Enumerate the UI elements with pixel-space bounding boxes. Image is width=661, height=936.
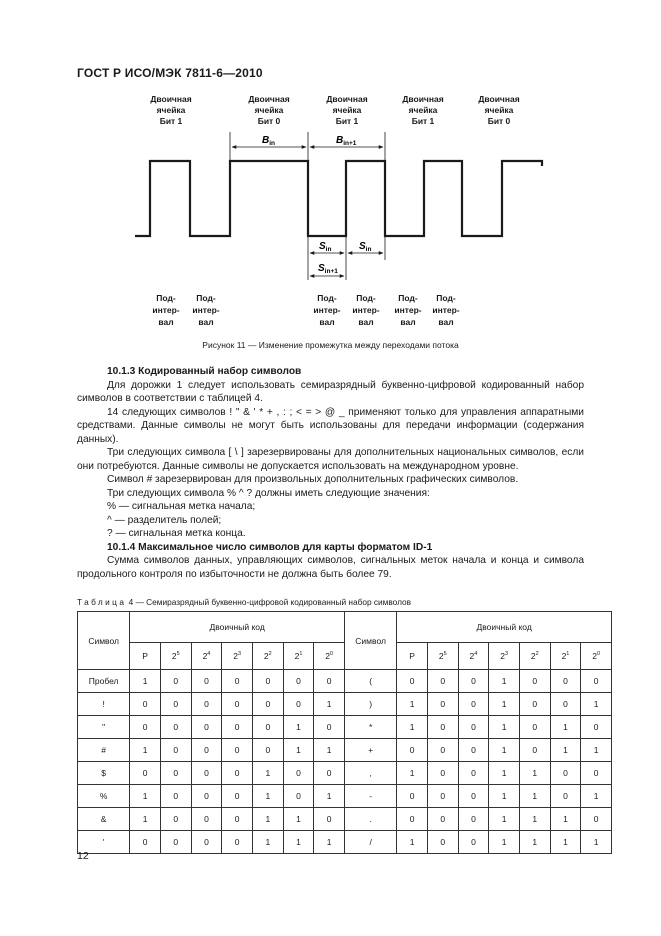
interval-label: Под- интер- вал <box>152 293 180 327</box>
bit-header: $2^5$ <box>160 643 191 670</box>
code-cell: 1 <box>283 739 314 762</box>
code-cell: 0 <box>252 693 283 716</box>
code-cell: 1 <box>489 716 520 739</box>
table-row <box>78 831 612 854</box>
code-cell: 0 <box>191 670 222 693</box>
code-cell: 0 <box>427 831 458 854</box>
code-cell: 0 <box>397 739 428 762</box>
b-in1-label: $B_{in+1}$ <box>336 135 357 147</box>
code-cell: 0 <box>550 785 581 808</box>
waveform <box>135 161 542 236</box>
code-cell: 0 <box>458 831 489 854</box>
paragraph: % — сигнальная метка начала; <box>107 501 256 512</box>
col-symbol-header: Символ <box>344 612 396 670</box>
cell-label: Двоичная ячейка Бит 0 <box>478 94 520 126</box>
table-row <box>78 739 612 762</box>
paragraph: Символ # зарезервирован для произвольных дополнительных графических символов. <box>107 474 519 485</box>
paragraph: ? — сигнальная метка конца. <box>107 528 246 539</box>
paragraph: Для дорожки 1 следует использовать семиразрядный буквенно-цифровой кодированный набор символов в соответствии с таблицей 4. <box>77 379 584 404</box>
bit-header: $2^2$ <box>519 643 550 670</box>
code-cell: 0 <box>222 831 253 854</box>
code-cell: 0 <box>519 716 550 739</box>
interval-label: Под- интер- вал <box>313 293 341 327</box>
table-row <box>78 693 612 716</box>
code-cell: 0 <box>427 716 458 739</box>
code-cell: 0 <box>252 670 283 693</box>
code-cell: 1 <box>252 762 283 785</box>
code-cell: 0 <box>191 739 222 762</box>
code-cell: 1 <box>489 831 520 854</box>
code-cell: 0 <box>160 693 191 716</box>
cell-label: Двоичная ячейка Бит 1 <box>402 94 444 126</box>
s-in1-label: $S_{in+1}$ <box>318 263 338 275</box>
code-cell: 0 <box>458 693 489 716</box>
code-cell: 0 <box>397 670 428 693</box>
code-cell: 0 <box>397 808 428 831</box>
symbol-cell: - <box>344 785 396 808</box>
bit-header: $2^4$ <box>191 643 222 670</box>
code-cell: 0 <box>519 739 550 762</box>
code-cell: 0 <box>427 693 458 716</box>
code-cell: 0 <box>222 808 253 831</box>
code-cell: 0 <box>427 670 458 693</box>
code-cell: 0 <box>222 739 253 762</box>
code-cell: 1 <box>489 785 520 808</box>
col-code-header: Двоичный код <box>397 612 612 643</box>
s-in-label-1: $S_{in}$ <box>319 241 332 253</box>
table-row <box>78 670 612 693</box>
code-cell: 1 <box>130 808 161 831</box>
symbol-cell: $ <box>78 762 130 785</box>
code-cell: 1 <box>519 785 550 808</box>
code-cell: 0 <box>427 739 458 762</box>
code-cell: 1 <box>397 831 428 854</box>
code-cell: 1 <box>581 831 612 854</box>
symbol-cell: ) <box>344 693 396 716</box>
code-cell: 0 <box>458 808 489 831</box>
code-cell: 1 <box>252 831 283 854</box>
code-cell: 0 <box>581 808 612 831</box>
code-cell: 0 <box>191 785 222 808</box>
symbol-cell: * <box>344 716 396 739</box>
symbol-cell: Пробел <box>78 670 130 693</box>
code-cell: 0 <box>191 716 222 739</box>
code-cell: 0 <box>519 670 550 693</box>
code-cell: 0 <box>160 739 191 762</box>
code-cell: 1 <box>581 739 612 762</box>
code-cell: 1 <box>489 762 520 785</box>
code-cell: 0 <box>550 762 581 785</box>
code-cell: 0 <box>427 808 458 831</box>
cell-label: Двоичная ячейка Бит 1 <box>150 94 192 126</box>
code-cell: 0 <box>130 716 161 739</box>
code-cell: 0 <box>397 785 428 808</box>
code-cell: 1 <box>489 808 520 831</box>
table-row <box>78 785 612 808</box>
bit-header: $2^4$ <box>458 643 489 670</box>
code-cell: 0 <box>314 670 345 693</box>
symbol-cell: % <box>78 785 130 808</box>
code-cell: 0 <box>252 716 283 739</box>
code-cell: 0 <box>130 693 161 716</box>
code-cell: 0 <box>222 762 253 785</box>
symbol-cell: ' <box>78 831 130 854</box>
symbol-cell: " <box>78 716 130 739</box>
code-cell: 0 <box>283 670 314 693</box>
code-cell: 0 <box>252 739 283 762</box>
code-cell: 0 <box>550 670 581 693</box>
bit-header: $2^1$ <box>283 643 314 670</box>
code-cell: 0 <box>314 762 345 785</box>
paragraph: Три следующих символа % ^ ? должны иметь следующие значения: <box>107 487 430 499</box>
b-in-label: $B_{in}$ <box>262 135 276 147</box>
code-cell: 0 <box>191 762 222 785</box>
code-cell: 1 <box>581 693 612 716</box>
code-cell: 0 <box>458 670 489 693</box>
code-cell: 1 <box>397 762 428 785</box>
symbol-cell: ! <box>78 693 130 716</box>
code-cell: 1 <box>130 739 161 762</box>
code-cell: 1 <box>489 670 520 693</box>
character-set-table <box>77 611 612 854</box>
flux-transition-diagram <box>0 0 661 340</box>
code-cell: 1 <box>397 716 428 739</box>
bit-header: $2^0$ <box>314 643 345 670</box>
page-number: 12 <box>77 850 89 862</box>
code-cell: 0 <box>550 693 581 716</box>
cell-label: Двоичная ячейка Бит 0 <box>248 94 290 126</box>
code-cell: 0 <box>191 808 222 831</box>
code-cell: 1 <box>550 808 581 831</box>
bit-header: $2^2$ <box>252 643 283 670</box>
code-cell: 1 <box>283 831 314 854</box>
interval-label: Под- интер- вал <box>432 293 460 327</box>
code-cell: 1 <box>550 716 581 739</box>
code-cell: 0 <box>160 762 191 785</box>
code-cell: 1 <box>397 693 428 716</box>
section-heading-10-1-3: 10.1.3 Кодированный набор символов <box>107 366 302 377</box>
code-cell: 1 <box>252 785 283 808</box>
table-caption: Таблица 4 — Семиразрядный буквенно-цифровой кодированный набор символов <box>77 597 412 607</box>
figure-caption: Рисунок 11 — Изменение промежутка между переходами потока <box>202 340 459 350</box>
code-cell: 0 <box>222 785 253 808</box>
cell-label: Двоичная ячейка Бит 1 <box>326 94 368 126</box>
code-cell: 1 <box>130 670 161 693</box>
code-cell: 0 <box>222 716 253 739</box>
s-in-label-2: $S_{in}$ <box>359 241 372 253</box>
code-cell: 0 <box>191 693 222 716</box>
code-cell: 0 <box>160 808 191 831</box>
code-cell: 1 <box>314 739 345 762</box>
document-header: ГОСТ Р ИСО/МЭК 7811-6—2010 <box>77 66 263 80</box>
symbol-cell: + <box>344 739 396 762</box>
symbol-cell: . <box>344 808 396 831</box>
symbol-cell: & <box>78 808 130 831</box>
table-body <box>78 670 612 854</box>
table-row <box>78 762 612 785</box>
paragraph: Сумма символов данных, управляющих символов, сигнальных меток начала и конца и символа продольного контроля по избыточности не должна быть более 79. <box>77 555 584 580</box>
code-cell: 0 <box>160 831 191 854</box>
table-row <box>78 716 612 739</box>
code-cell: 1 <box>314 693 345 716</box>
code-cell: 0 <box>160 785 191 808</box>
code-cell: 1 <box>550 831 581 854</box>
table-header-row <box>78 612 612 643</box>
paragraph: 14 следующих символов ! " & ' * + , : ; < = > @ _ применяют только для управления аппаратными средствами. Данные символы не могут быть использованы для передачи информации (содержания данных). <box>77 406 584 445</box>
bit-header: $2^1$ <box>550 643 581 670</box>
code-cell: 1 <box>550 739 581 762</box>
code-cell: 0 <box>130 831 161 854</box>
interval-label: Под- интер- вал <box>394 293 422 327</box>
code-cell: 1 <box>252 808 283 831</box>
symbol-cell: , <box>344 762 396 785</box>
code-cell: 0 <box>222 693 253 716</box>
bit-header: P <box>397 643 428 670</box>
code-cell: 0 <box>458 716 489 739</box>
code-cell: 0 <box>222 670 253 693</box>
paragraph: ^ — разделитель полей; <box>107 514 222 526</box>
code-cell: 0 <box>160 716 191 739</box>
code-cell: 0 <box>314 716 345 739</box>
paragraph: Три следующих символа [ \ ] зарезервированы для дополнительных национальных символов, если они потребуются. Данные символы не допускается использовать на международном уровне. <box>77 447 584 472</box>
symbol-cell: # <box>78 739 130 762</box>
code-cell: 1 <box>283 716 314 739</box>
code-cell: 0 <box>130 762 161 785</box>
bit-header: $2^5$ <box>427 643 458 670</box>
code-cell: 0 <box>519 693 550 716</box>
code-cell: 0 <box>160 670 191 693</box>
code-cell: 0 <box>427 785 458 808</box>
code-cell: 0 <box>283 785 314 808</box>
col-code-header: Двоичный код <box>130 612 345 643</box>
bit-header: $2^3$ <box>222 643 253 670</box>
code-cell: 0 <box>283 762 314 785</box>
bit-header: $2^0$ <box>581 643 612 670</box>
code-cell: 0 <box>427 762 458 785</box>
code-cell: 1 <box>283 808 314 831</box>
table-row <box>78 808 612 831</box>
code-cell: 1 <box>130 785 161 808</box>
code-cell: 0 <box>458 785 489 808</box>
code-cell: 0 <box>191 831 222 854</box>
code-cell: 0 <box>314 808 345 831</box>
code-cell: 1 <box>519 808 550 831</box>
code-cell: 0 <box>458 762 489 785</box>
code-cell: 1 <box>519 831 550 854</box>
code-cell: 1 <box>581 785 612 808</box>
code-cell: 0 <box>283 693 314 716</box>
bit-header: P <box>130 643 161 670</box>
bit-header: $2^3$ <box>489 643 520 670</box>
section-heading-10-1-4: 10.1.4 Максимальное число символов для карты форматом ID-1 <box>107 541 433 553</box>
code-cell: 0 <box>581 716 612 739</box>
body-text <box>77 365 584 581</box>
code-cell: 0 <box>581 670 612 693</box>
code-cell: 1 <box>519 762 550 785</box>
symbol-cell: / <box>344 831 396 854</box>
code-cell: 1 <box>314 831 345 854</box>
col-symbol-header: Символ <box>78 612 130 670</box>
symbol-cell: ( <box>344 670 396 693</box>
code-cell: 0 <box>581 762 612 785</box>
code-cell: 0 <box>458 739 489 762</box>
interval-label: Под- интер- вал <box>352 293 380 327</box>
code-cell: 1 <box>314 785 345 808</box>
interval-label: Под- интер- вал <box>192 293 220 327</box>
code-cell: 1 <box>489 693 520 716</box>
code-cell: 1 <box>489 739 520 762</box>
